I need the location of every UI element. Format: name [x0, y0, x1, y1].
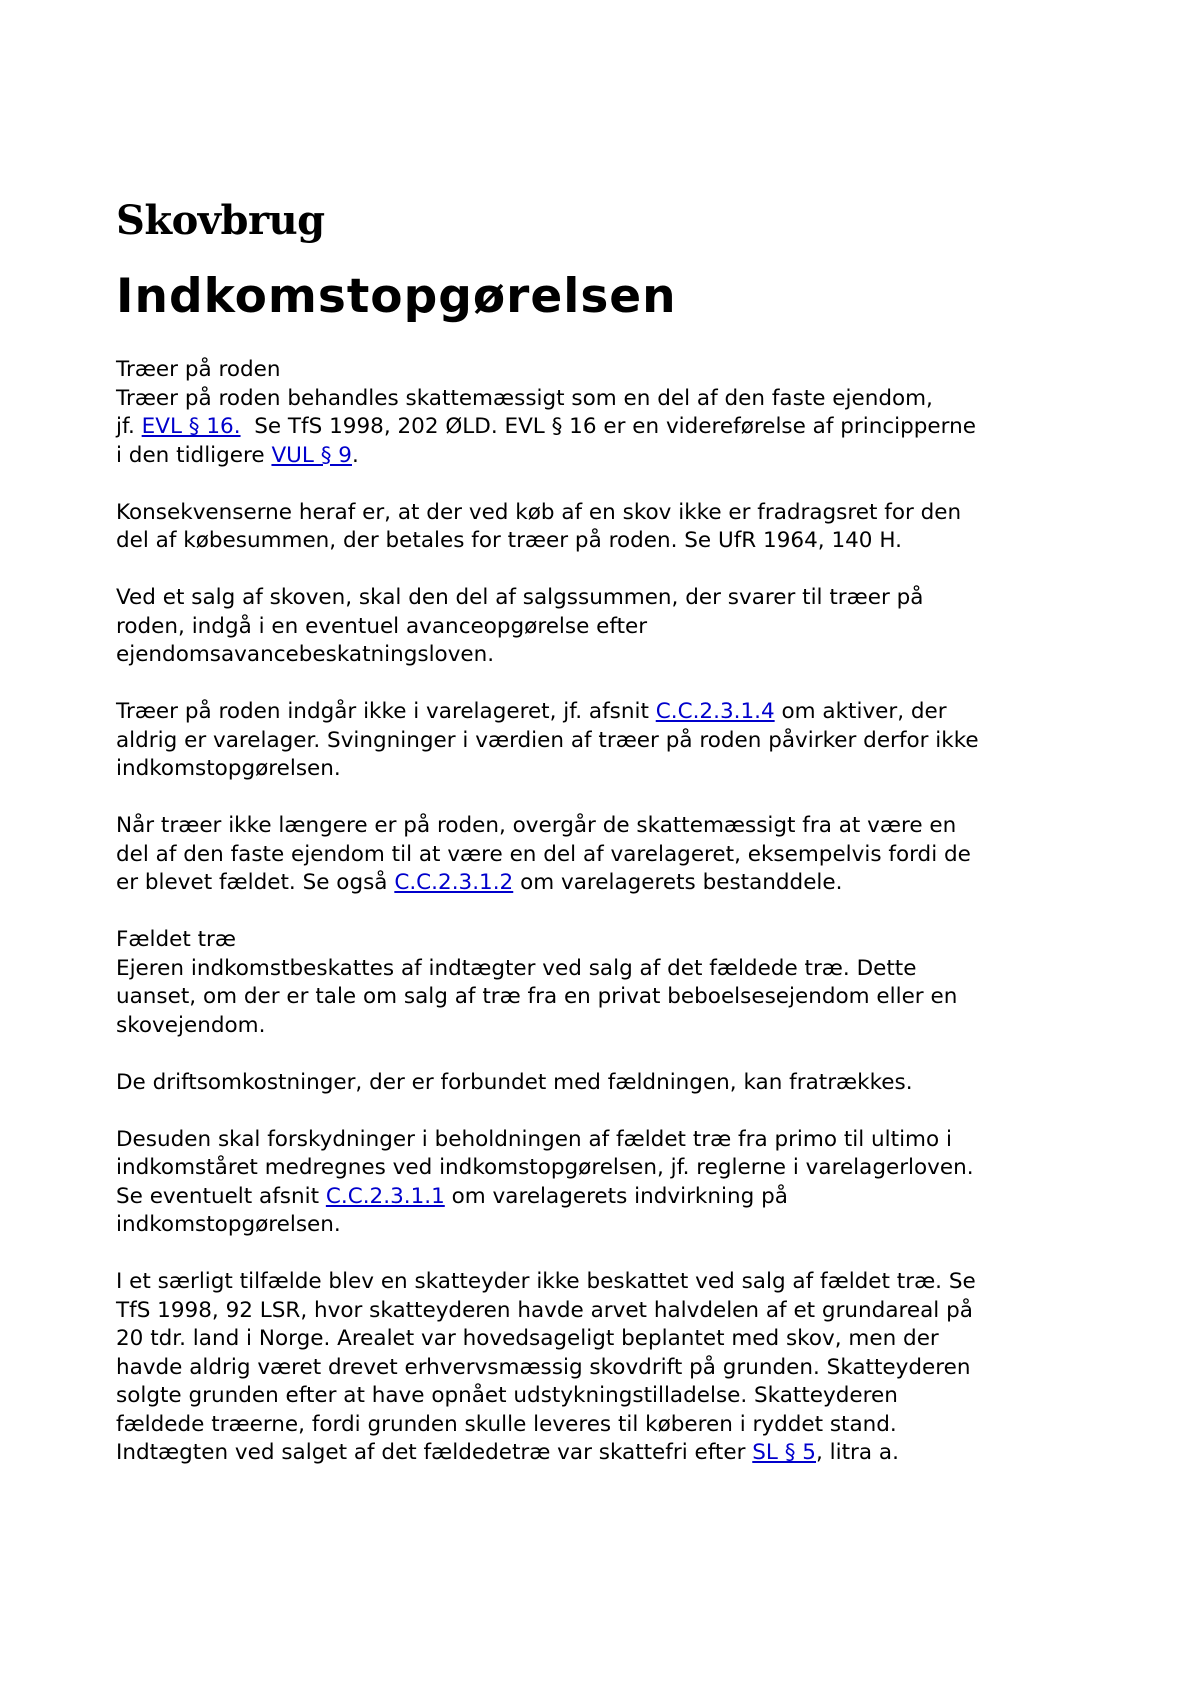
- link-sl-5[interactable]: SL § 5: [752, 1440, 816, 1465]
- paragraph-konsekvenserne: [116, 499, 1116, 556]
- paragraph-varelageret: [116, 698, 1116, 784]
- document-title: Skovbrug: [116, 197, 325, 244]
- section-heading-faeldet-trae: Fældet træ: [116, 927, 236, 952]
- link-cc-2-3-1-1[interactable]: C.C.2.3.1.1: [325, 1183, 445, 1209]
- text-line: Desuden skal forskydninger i beholdningen af fældet træ fra primo til ultimo i: [116, 1126, 952, 1152]
- text-line: fældede træerne, fordi grunden skulle leveres til køberen i ryddet stand.: [116, 1411, 897, 1437]
- text-run: i den tidligere: [116, 442, 272, 468]
- text-line: indkomståret medregnes ved indkomstopgørelsen, jf. reglerne i varelagerloven.: [116, 1155, 974, 1180]
- paragraph-forskydninger: [116, 1126, 1116, 1240]
- paragraph-saerligt-tilfaelde: [116, 1268, 1116, 1468]
- text-line: del af købesummen, der betales for træer på roden. Se UfR 1964, 140 H.: [116, 528, 902, 553]
- document-subtitle: Indkomstopgørelsen: [116, 269, 677, 324]
- paragraph-faeldet-trae: [116, 926, 1116, 1040]
- text-line: [116, 1183, 1116, 1212]
- text-run: , litra a.: [816, 1440, 899, 1465]
- text-line: TfS 1998, 92 LSR, hvor skatteyderen havde arvet halvdelen af et grundareal på: [116, 1297, 973, 1323]
- document-content: [116, 196, 1116, 1468]
- text-line: ejendomsavancebeskatningsloven.: [116, 642, 495, 667]
- text-line: aldrig er varelager. Svingninger i værdien af træer på roden påvirker derfor ikke: [116, 727, 979, 753]
- text-line: del af den faste ejendom til at være en del af varelageret, eksempelvis fordi de: [116, 841, 971, 867]
- text-line: [116, 413, 1116, 442]
- section-heading-traeer-paa-roden: Træer på roden: [116, 357, 281, 382]
- text-line: Ejeren indkomstbeskattes af indtægter ved salg af det fældede træ. Dette: [116, 955, 917, 981]
- text-run: Træer på roden indgår ikke i varelageret, jf. afsnit: [116, 699, 656, 724]
- text-line: De driftsomkostninger, der er forbundet med fældningen, kan fratrækkes.: [116, 1069, 913, 1095]
- text-line: [116, 442, 1116, 471]
- text-line: indkomstopgørelsen.: [116, 756, 341, 781]
- text-run: om varelagerets bestanddele.: [513, 870, 843, 895]
- text-line: [116, 1439, 1116, 1468]
- document-body: [116, 356, 1116, 1468]
- link-vul-9[interactable]: VUL § 9: [271, 442, 352, 468]
- paragraph-traeer-paa-roden: [116, 356, 1116, 470]
- link-cc-2-3-1-2[interactable]: C.C.2.3.1.2: [394, 870, 514, 895]
- paragraph-salg-af-skoven: [116, 584, 1116, 670]
- text-run: .: [351, 442, 359, 468]
- text-run: jf.: [116, 414, 142, 439]
- text-run: er blevet fældet. Se også: [116, 870, 395, 895]
- text-line: indkomstopgørelsen.: [116, 1212, 341, 1237]
- text-line: roden, indgå i en eventuel avanceopgørelse efter: [116, 613, 648, 639]
- text-line: solgte grunden efter at have opnået udstykningstilladelse. Skatteyderen: [116, 1383, 898, 1408]
- text-line: 20 tdr. land i Norge. Arealet var hovedsageligt beplantet med skov, men der: [116, 1326, 939, 1351]
- link-evl-16[interactable]: EVL § 16.: [141, 414, 241, 439]
- text-line: Konsekvenserne heraf er, at der ved køb af en skov ikke er fradragsret for den: [116, 499, 962, 525]
- text-run: Se eventuelt afsnit: [116, 1183, 326, 1209]
- text-line: [116, 698, 1116, 727]
- text-line: Ved et salg af skoven, skal den del af salgssummen, der svarer til træer på: [116, 585, 924, 610]
- text-run: om aktiver, der: [774, 699, 947, 724]
- text-line: [116, 869, 1116, 898]
- paragraph-ikke-laengere-paa-roden: [116, 812, 1116, 898]
- text-run: Se TfS 1998, 202 ØLD. EVL § 16 er en videreførelse af principperne: [240, 414, 976, 439]
- link-cc-2-3-1-4[interactable]: C.C.2.3.1.4: [655, 699, 775, 724]
- text-run: om varelagerets indvirkning på: [444, 1183, 788, 1209]
- text-line: skovejendom.: [116, 1012, 266, 1038]
- text-run: Indtægten ved salget af det fældedetræ var skattefri efter: [116, 1440, 753, 1465]
- text-line: uanset, om der er tale om salg af træ fra en privat beboelsesejendom eller en: [116, 984, 958, 1009]
- text-line: Når træer ikke længere er på roden, overgår de skattemæssigt fra at være en: [116, 813, 957, 838]
- paragraph-driftsomkostninger: [116, 1069, 1116, 1098]
- text-line: havde aldrig været drevet erhvervsmæssig skovdrift på grunden. Skatteyderen: [116, 1354, 971, 1380]
- text-line: Træer på roden behandles skattemæssigt som en del af den faste ejendom,: [116, 385, 933, 411]
- text-line: I et særligt tilfælde blev en skatteyder ikke beskattet ved salg af fældet træ. Se: [116, 1269, 976, 1294]
